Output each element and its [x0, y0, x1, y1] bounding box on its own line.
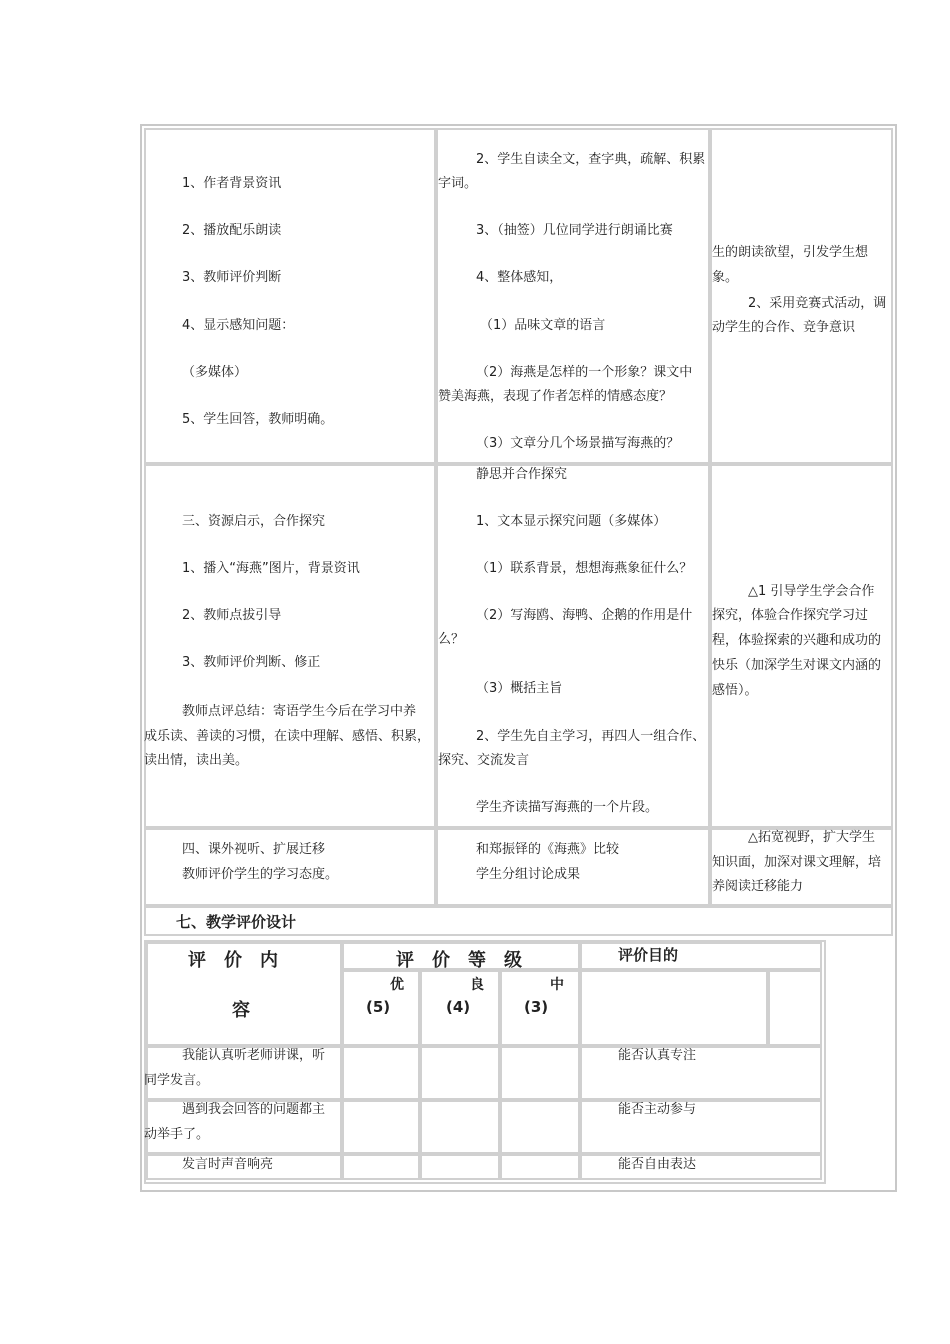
level-score: (3) — [524, 998, 549, 1016]
eval-row-content: 同学发言。 — [144, 1073, 210, 1088]
row3-col2-line: 和郑振铎的《海燕》比较 — [476, 842, 620, 857]
row1-col1-line: 2、播放配乐朗读 — [182, 223, 282, 238]
row2-col2-line: 探究、交流发言 — [438, 753, 530, 768]
eval-row-purpose-cell — [580, 1046, 822, 1100]
eval-header-purpose-cell — [580, 942, 822, 970]
row1-col2-line: （1）品味文章的语言 — [480, 318, 606, 333]
eval-row-score-cell — [342, 1100, 420, 1154]
row3-col1-line: 四、课外视听、扩展迁移 — [182, 842, 326, 857]
row3-col3-line: △拓宽视野，扩大学生 — [748, 830, 875, 845]
row1-col3-line: 生的朗读欲望，引发学生想 — [712, 245, 869, 260]
eval-row-content: 遇到我会回答的问题都主 — [182, 1102, 326, 1117]
row1-col1-line: 5、学生回答，教师明确。 — [182, 412, 334, 427]
row1-col2-line: 3、（抽签）几位同学进行朗诵比赛 — [476, 223, 673, 238]
row1-col2-line: 2、学生自读全文，查字典，疏解、积累 — [476, 152, 706, 167]
eval-row-score-cell — [420, 1154, 500, 1180]
eval-row-purpose: 能否主动参与 — [618, 1102, 697, 1117]
purpose-subcell-b — [768, 970, 822, 1046]
eval-row-purpose: 能否自由表达 — [618, 1157, 697, 1172]
row2-col1-line: 读出情，读出美。 — [144, 753, 249, 768]
row2-col1-line: 1、播入“海燕”图片，背景资讯 — [182, 561, 360, 576]
row1-col3-line: 2、采用竞赛式活动，调 — [748, 296, 887, 311]
row2-col1-line: 2、教师点拔引导 — [182, 608, 282, 623]
row2-col1-line: 三、资源启示，合作探究 — [182, 514, 326, 529]
row1-col3-line: 动学生的合作、竞争意识 — [712, 320, 856, 335]
row2-col2-line: 1、文本显示探究问题（多媒体） — [476, 514, 667, 529]
eval-header-level: 评 价 等 级 — [396, 950, 522, 971]
eval-header-content-line2: 容 — [232, 1000, 250, 1021]
eval-row-purpose-cell — [580, 1100, 822, 1154]
row1-col3-line: 象。 — [712, 270, 739, 285]
section-title: 七、教学评价设计 — [176, 913, 297, 931]
row1-col2-line: 4、整体感知， — [476, 270, 563, 285]
row1-col1-line: （多媒体） — [182, 365, 248, 380]
row2-col2-line: 学生齐读描写海燕的一个片段。 — [476, 800, 659, 815]
eval-row-score-cell — [420, 1046, 500, 1100]
row1-col2-line: 字词。 — [438, 176, 478, 191]
row3-col2-line: 学生分组讨论成果 — [476, 867, 581, 882]
row1-col2-line: （3）文章分几个场景描写海燕的？ — [476, 436, 680, 451]
row2-col3-line: 程，体验探索的兴趣和成功的 — [712, 633, 882, 648]
eval-row-purpose-cell — [580, 1154, 822, 1180]
eval-row-content: 我能认真听老师讲课，听 — [182, 1048, 326, 1063]
eval-row-content: 发言时声音响亮 — [182, 1157, 274, 1172]
row2-col3-line: 快乐（加深学生对课文内涵的 — [712, 658, 882, 673]
row2-col2-line: （1）联系背景，想想海燕象征什么？ — [476, 561, 693, 576]
row2-col1-line: 教师点评总结：寄语学生今后在学习中养 — [182, 704, 417, 719]
row1-col2-cell — [436, 128, 710, 464]
eval-row-score-cell — [420, 1100, 500, 1154]
row2-col2-line: 静思并合作探究 — [476, 467, 568, 482]
row1-col2-line: （2）海燕是怎样的一个形象？课文中 — [476, 365, 693, 380]
row2-col3-line: 探究，体验合作探究学习过 — [712, 608, 869, 623]
eval-header-content-line1: 评 价 内 — [188, 950, 278, 971]
eval-row-content: 动举手了。 — [144, 1127, 210, 1142]
level-name: 优 — [390, 977, 404, 993]
row2-col1-line: 成乐读、善读的习惯，在读中理解、感悟、积累， — [144, 729, 431, 744]
eval-row-score-cell — [500, 1154, 580, 1180]
row1-col1-line: 1、作者背景资讯 — [182, 176, 282, 191]
row3-col1-line: 教师评价学生的学习态度。 — [182, 867, 339, 882]
level-score: (5) — [366, 998, 391, 1016]
eval-row-score-cell — [342, 1154, 420, 1180]
row2-col2-line: （3）概括主旨 — [476, 681, 563, 696]
row2-col3-line: △1 引导学生学会合作 — [748, 584, 875, 599]
row2-col2-line: （2）写海鸥、海鸭、企鹅的作用是什 — [476, 608, 693, 623]
row2-col2-line: 2、学生先自主学习，再四人一组合作、 — [476, 729, 706, 744]
row3-col3-line: 养阅读迁移能力 — [712, 879, 804, 894]
row1-col1-line: 4、显示感知问题： — [182, 318, 295, 333]
row1-col2-line: 赞美海燕，表现了作者怎样的情感态度？ — [438, 389, 673, 404]
level-score: (4) — [446, 998, 471, 1016]
row2-col3-line: 感悟）。 — [712, 683, 758, 698]
eval-row-score-cell — [500, 1046, 580, 1100]
level-name: 良 — [470, 977, 484, 993]
row3-col3-line: 知识面，加深对课文理解，培 — [712, 855, 882, 870]
eval-row-score-cell — [500, 1100, 580, 1154]
row2-col1-line: 3、教师评价判断、修正 — [182, 655, 321, 670]
row2-col2-line: 么？ — [438, 632, 465, 647]
level-name: 中 — [550, 977, 564, 993]
row1-col1-line: 3、教师评价判断 — [182, 270, 282, 285]
purpose-subcell-a — [580, 970, 768, 1046]
eval-header-purpose: 评价目的 — [618, 946, 679, 964]
eval-row-score-cell — [342, 1046, 420, 1100]
eval-row-purpose: 能否认真专注 — [618, 1048, 697, 1063]
